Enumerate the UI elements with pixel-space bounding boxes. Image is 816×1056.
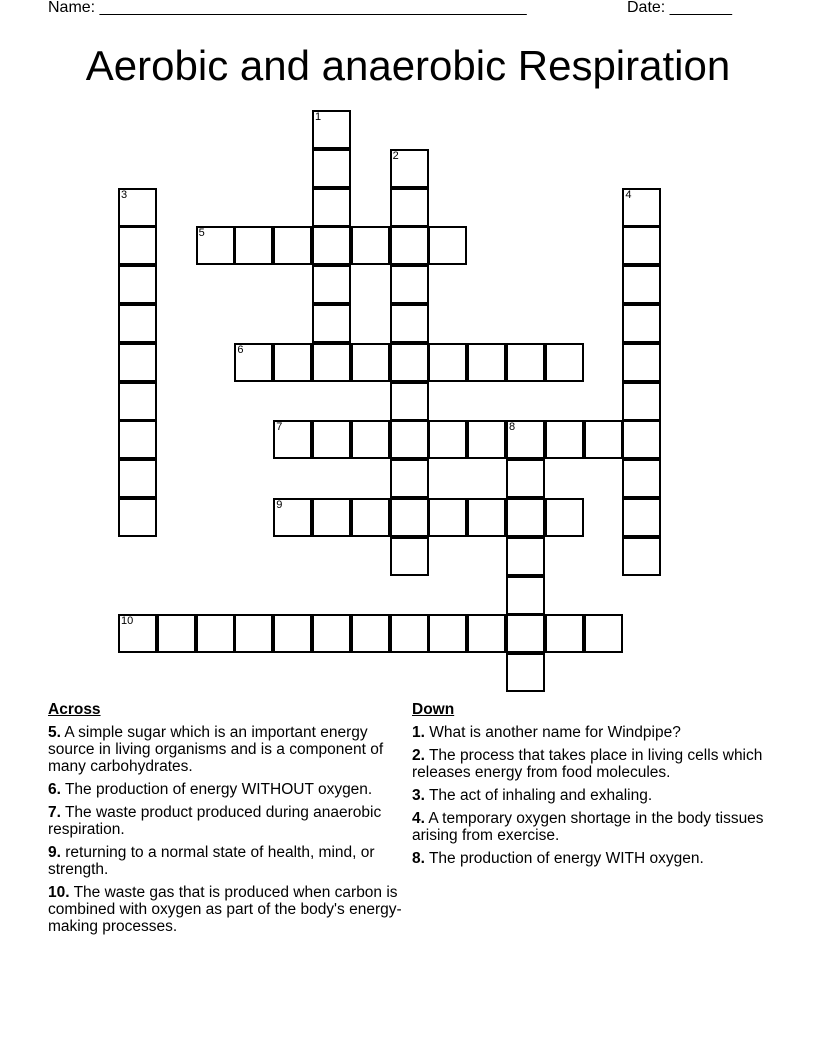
crossword-cell[interactable] — [118, 420, 157, 459]
crossword-cell[interactable] — [622, 498, 661, 537]
crossword-cell[interactable] — [584, 420, 623, 459]
across-clue — [48, 724, 408, 775]
crossword-cell[interactable] — [312, 265, 351, 304]
crossword-cell[interactable] — [118, 265, 157, 304]
crossword-cell[interactable] — [312, 343, 351, 382]
crossword-cell[interactable] — [312, 149, 351, 188]
clue-number-label: 1. — [412, 724, 425, 741]
crossword-cell[interactable] — [506, 498, 545, 537]
down-clue — [412, 787, 772, 804]
crossword-cell[interactable] — [622, 226, 661, 265]
crossword-cell[interactable] — [390, 149, 429, 188]
clue-number: 1 — [315, 111, 322, 123]
clue-text: What is another name for Windpipe? — [424, 724, 681, 741]
crossword-cell[interactable] — [118, 343, 157, 382]
crossword-cell[interactable] — [390, 459, 429, 498]
crossword-cell[interactable] — [118, 382, 157, 421]
crossword-cell[interactable] — [506, 614, 545, 653]
crossword-cell[interactable] — [312, 188, 351, 227]
crossword-cell[interactable] — [273, 226, 312, 265]
crossword-cell[interactable] — [273, 420, 312, 459]
crossword-cell[interactable] — [545, 498, 584, 537]
across-clues — [48, 700, 408, 941]
crossword-cell[interactable] — [351, 498, 390, 537]
clue-number: 4 — [625, 188, 632, 201]
crossword-cell[interactable] — [351, 420, 390, 459]
crossword-cell[interactable] — [196, 226, 235, 265]
crossword-cell[interactable] — [506, 576, 545, 615]
crossword-cell[interactable] — [157, 614, 196, 653]
crossword-cell[interactable] — [390, 537, 429, 576]
across-heading: Across — [48, 701, 101, 718]
crossword-cell[interactable] — [428, 614, 467, 653]
down-clue — [412, 724, 772, 741]
crossword-cell[interactable] — [312, 614, 351, 653]
crossword-cell[interactable] — [467, 614, 506, 653]
clue-number-label: 2. — [412, 747, 425, 764]
crossword-cell[interactable] — [622, 382, 661, 421]
crossword-cell[interactable] — [196, 614, 235, 653]
crossword-cell[interactable] — [506, 420, 545, 459]
crossword-cell[interactable] — [234, 343, 273, 382]
clue-number: 5 — [198, 227, 205, 240]
crossword-cell[interactable] — [351, 226, 390, 265]
crossword-cell[interactable] — [545, 343, 584, 382]
crossword-cell[interactable] — [506, 653, 545, 692]
crossword-cell[interactable] — [390, 226, 429, 265]
crossword-cell[interactable] — [390, 382, 429, 421]
clue-text: The process that takes place in living cells which releases energy from food molecules. — [412, 747, 763, 781]
crossword-cell[interactable] — [428, 420, 467, 459]
crossword-cell[interactable] — [467, 420, 506, 459]
crossword-cell[interactable] — [351, 614, 390, 653]
crossword-cell[interactable] — [390, 614, 429, 653]
clue-text: returning to a normal state of health, mind, or strength. — [48, 844, 375, 878]
crossword-cell[interactable] — [467, 498, 506, 537]
crossword-cell[interactable] — [390, 343, 429, 382]
crossword-cell[interactable] — [312, 226, 351, 265]
down-clue — [412, 850, 772, 867]
crossword-cell[interactable] — [118, 614, 157, 653]
clue-number: 10 — [121, 615, 134, 628]
crossword-cell[interactable] — [273, 498, 312, 537]
crossword-cell[interactable] — [118, 188, 157, 227]
crossword-cell[interactable] — [390, 498, 429, 537]
crossword-cell[interactable] — [428, 498, 467, 537]
crossword-cell[interactable] — [622, 459, 661, 498]
across-clue — [48, 781, 408, 798]
crossword-cell[interactable] — [273, 343, 312, 382]
crossword-cell[interactable] — [506, 343, 545, 382]
clue-text: The waste product produced during anaerobic respiration. — [48, 804, 382, 838]
clue-number: 7 — [276, 421, 283, 434]
clue-number-label: 7. — [48, 804, 61, 821]
crossword-cell[interactable] — [467, 343, 506, 382]
crossword-cell[interactable] — [312, 110, 351, 149]
crossword-cell[interactable] — [118, 304, 157, 343]
crossword-cell[interactable] — [234, 226, 273, 265]
crossword-cell[interactable] — [622, 304, 661, 343]
clue-text: The waste gas that is produced when carbon is combined with oxygen as part of the body's energy-making processes. — [48, 884, 402, 935]
clue-number: 2 — [392, 149, 399, 162]
crossword-cell[interactable] — [234, 614, 273, 653]
clue-number-label: 3. — [412, 787, 425, 804]
down-clue — [412, 810, 772, 844]
crossword-cell[interactable] — [622, 420, 661, 459]
crossword-cell[interactable] — [390, 265, 429, 304]
crossword-cell[interactable] — [351, 343, 390, 382]
crossword-cell[interactable] — [390, 304, 429, 343]
crossword-cell[interactable] — [118, 459, 157, 498]
crossword-cell[interactable] — [622, 343, 661, 382]
page-title: Aerobic and anaerobic Respiration — [85, 42, 731, 89]
crossword-cell[interactable] — [622, 188, 661, 227]
crossword-cell[interactable] — [118, 498, 157, 537]
across-clue — [48, 844, 408, 878]
crossword-cell[interactable] — [428, 226, 467, 265]
across-clue — [48, 884, 408, 935]
clue-number-label: 5. — [48, 724, 61, 741]
clue-text: A temporary oxygen shortage in the body tissues arising from exercise. — [412, 810, 764, 844]
clue-number: 3 — [121, 188, 128, 201]
clue-number-label: 8. — [412, 850, 425, 867]
clue-text: The production of energy WITH oxygen. — [424, 850, 704, 867]
crossword-cell[interactable] — [312, 304, 351, 343]
clue-text: The act of inhaling and exhaling. — [424, 787, 653, 804]
clue-number-label: 9. — [48, 844, 61, 861]
crossword-cell[interactable] — [506, 459, 545, 498]
crossword-cell[interactable] — [390, 188, 429, 227]
crossword-cell[interactable] — [390, 420, 429, 459]
across-clue — [48, 804, 408, 838]
clue-text: The production of energy WITHOUT oxygen. — [60, 781, 373, 798]
crossword-cell[interactable] — [506, 537, 545, 576]
crossword-cell[interactable] — [545, 614, 584, 653]
crossword-cell[interactable] — [545, 420, 584, 459]
clue-number-label: 4. — [412, 810, 425, 827]
crossword-cell[interactable] — [428, 343, 467, 382]
clue-number-label: 10. — [48, 884, 70, 901]
crossword-cell[interactable] — [622, 265, 661, 304]
crossword-cell[interactable] — [622, 537, 661, 576]
crossword-cell[interactable] — [584, 614, 623, 653]
date-field-label: Date: _______ — [627, 0, 732, 16]
down-clue — [412, 747, 772, 781]
crossword-cell[interactable] — [312, 498, 351, 537]
clue-number: 6 — [237, 343, 244, 356]
clue-number-label: 6. — [48, 781, 61, 798]
down-heading: Down — [412, 701, 455, 718]
clue-number: 8 — [509, 421, 516, 434]
name-field-label: Name: ________________________________________________ — [48, 0, 527, 16]
down-clues — [412, 700, 772, 873]
crossword-cell[interactable] — [118, 226, 157, 265]
clue-text: A simple sugar which is an important energy source in living organisms and is a component of many carbohydrates. — [48, 724, 384, 775]
crossword-cell[interactable] — [273, 614, 312, 653]
clue-number: 9 — [276, 499, 283, 511]
crossword-cell[interactable] — [312, 420, 351, 459]
